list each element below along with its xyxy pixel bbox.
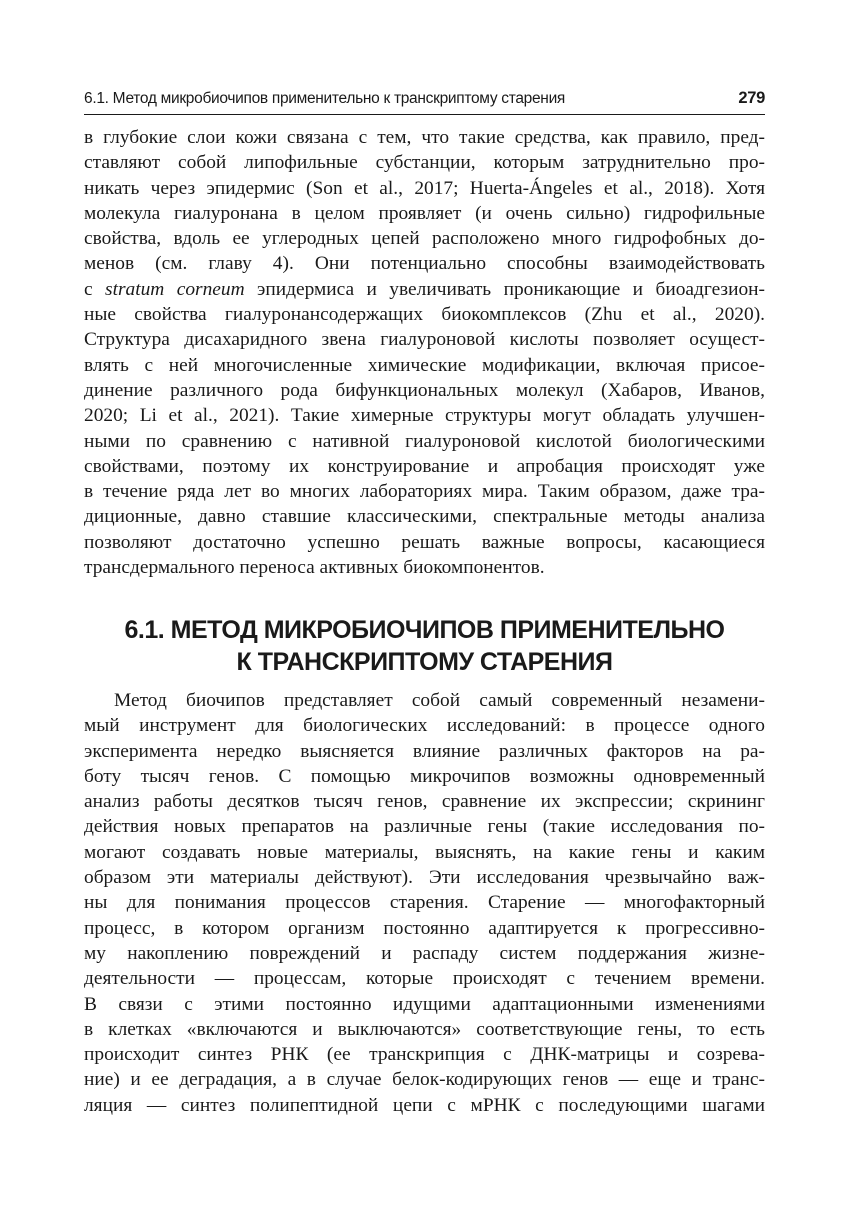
- text-line: в глубокие слои кожи связана с тем, что такие средства, как правило, пред-: [84, 127, 765, 148]
- running-head: [84, 88, 765, 115]
- text-line: деятельности — процессам, которые происходят с течением времени.: [84, 968, 765, 990]
- text-line: свойства, вдоль ее углеродных цепей расположено много гидрофобных до-: [84, 228, 765, 250]
- section-heading-line: 6.1. МЕТОД МИКРОБИОЧИПОВ ПРИМЕНИТЕЛЬНО: [124, 616, 725, 644]
- text-line: Структура дисахаридного звена гиалуроновой кислоты позволяет осущест-: [84, 329, 765, 351]
- text-line: 2020; Li et al., 2021). Такие химерные структуры могут обладать улучшен-: [84, 405, 765, 427]
- text-line: могают создавать новые материалы, выяснять, на какие гены и каким: [84, 841, 765, 863]
- text-line: действия новых препаратов на различные гены (такие исследования по-: [84, 816, 765, 838]
- text-line: влять с ней многочисленные химические модификации, включая присое-: [84, 354, 765, 376]
- text-fragment: эпидермиса и увеличивать проникающие и биоадгезион-: [244, 278, 765, 300]
- text-line: ные свойства гиалуронансодержащих биокомплексов (Zhu et al., 2020).: [84, 304, 765, 326]
- italic-term: stratum corneum: [105, 278, 245, 300]
- text-line: в клетках «включаются и выключаются» соответствующие гены, то есть: [84, 1018, 765, 1040]
- paragraph-section-intro: [84, 688, 765, 1118]
- text-line: позволяют достаточно успешно решать важные вопросы, касающиеся: [84, 531, 765, 553]
- text-line: ны для понимания процессов старения. Старение — многофакторный: [84, 892, 765, 914]
- text-line: ставляют собой липофильные субстанции, которым затруднительно про-: [84, 152, 765, 174]
- text-line: ляция — синтез полипептидной цепи с мРНК с последующими шагами: [84, 1094, 765, 1116]
- text-line: ными по сравнению с нативной гиалуроновой кислотой биологическими: [84, 430, 765, 452]
- text-line: ние) и ее деградация, а в случае белок-кодирующих генов — еще и транс-: [84, 1069, 765, 1091]
- text-line-with-italic: [84, 277, 765, 302]
- page-number: 279: [738, 89, 765, 107]
- text-line: свойствами, поэтому их конструирование и апробация происходят уже: [84, 455, 765, 477]
- section-heading: [84, 614, 765, 678]
- text-line: В связи с этими постоянно идущими адаптационными изменениями: [84, 993, 765, 1015]
- text-line: боту тысяч генов. С помощью микрочипов возможны одновременный: [84, 765, 765, 787]
- text-line: динение различного рода бифункциональных молекул (Хабаров, Иванов,: [84, 379, 765, 401]
- text-fragment: с: [84, 278, 106, 300]
- text-line: менов (см. главу 4). Они потенциально способны взаимодействовать: [84, 253, 765, 275]
- text-line: эксперимента нередко выясняется влияние различных факторов на ра-: [84, 740, 765, 762]
- paragraph-continued: [84, 125, 765, 580]
- section-heading-line: К ТРАНСКРИПТОМУ СТАРЕНИЯ: [236, 648, 613, 676]
- running-head-title: 6.1. Метод микробиочипов применительно к транскриптому старения: [84, 90, 566, 107]
- text-line: происходит синтез РНК (ее транскрипция с ДНК-матрицы и созрева-: [84, 1044, 765, 1066]
- text-line: му накоплению повреждений и распаду систем поддержания жизне-: [84, 942, 765, 964]
- text-line: анализ работы десятков тысяч генов, сравнение их экспрессии; скрининг: [84, 791, 765, 813]
- text-line: молекула гиалуронана в целом проявляет (и очень сильно) гидрофильные: [84, 202, 765, 224]
- text-line: диционные, давно ставшие классическими, спектральные методы анализа: [84, 506, 765, 528]
- text-line: никать через эпидермис (Son et al., 2017; Huerta-Ángeles et al., 2018). Хотя: [84, 177, 765, 199]
- text-line: мый инструмент для биологических исследований: в процессе одного: [84, 715, 765, 737]
- text-line: процесс, в котором организм постоянно адаптируется к прогрессивно-: [84, 917, 765, 939]
- text-line: трансдермального переноса активных биокомпонентов.: [84, 557, 545, 579]
- text-line: Метод биочипов представляет собой самый современный незамени-: [114, 690, 765, 711]
- text-line: образом эти материалы действуют). Эти исследования чрезвычайно важ-: [84, 867, 765, 889]
- text-line: в течение ряда лет во многих лабораториях мира. Таким образом, даже тра-: [84, 481, 765, 503]
